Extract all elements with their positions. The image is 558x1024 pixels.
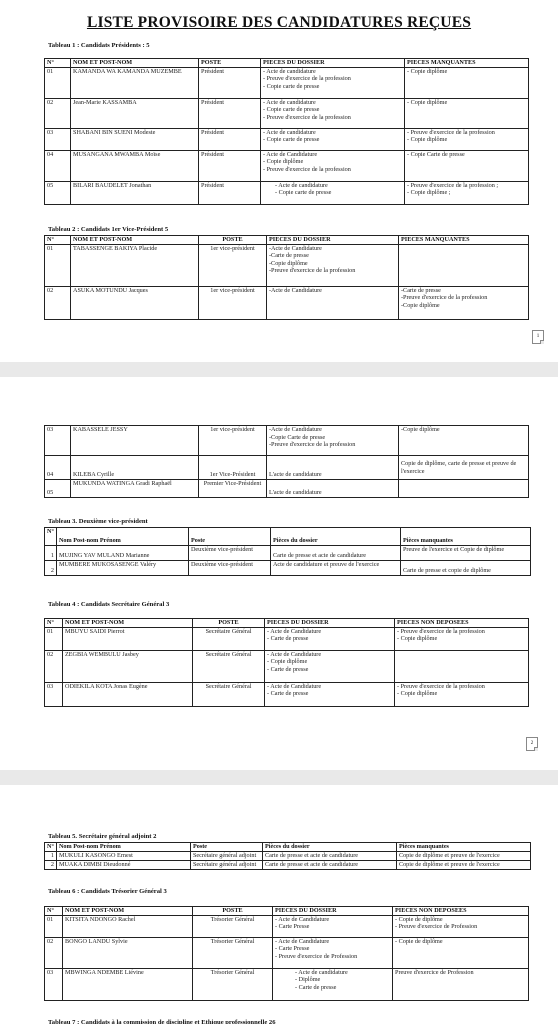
cell-number: 01	[45, 244, 71, 286]
cell-poste: Deuxième vice-président	[188, 546, 270, 561]
table-header-row	[45, 59, 529, 68]
table-3-caption: Tableau 3. Deuxième vice-président	[48, 518, 148, 525]
cell-poste: 1er Vice-Président	[199, 456, 267, 480]
cell-number: 02	[45, 98, 71, 128]
cell-dossier: - Acte de Candidature - Carte de presse	[265, 682, 395, 706]
cell-name: MBWINGA NDEMBE Liévine	[63, 968, 193, 1000]
cell-missing	[399, 480, 529, 498]
cell-number: 03	[45, 968, 63, 1000]
table-row	[45, 456, 529, 480]
cell-dossier: L'acte de candidature	[267, 456, 399, 480]
table-row	[45, 426, 529, 456]
col-header-name: NOM ET POST-NOM	[63, 619, 193, 628]
page-number-badge: 1	[532, 330, 544, 344]
col-header-missing: PIECES NON DEPOSEES	[393, 907, 529, 916]
col-header-name: Nom Post-nom Prénom	[56, 843, 190, 852]
col-header-missing: Pièces manquantes	[400, 528, 530, 546]
cell-dossier: - Acte de candidature - Copie carte de presse - Preuve d'exercice de la profession	[261, 98, 405, 128]
cell-missing: Copie de diplôme et preuve de l'exercice	[396, 851, 530, 860]
col-header-name: NOM ET POST-NOM	[71, 59, 199, 68]
table-3-second-vice-president	[44, 527, 531, 576]
cell-name: MUJING YAV MULAND Marianne	[56, 546, 188, 561]
page-number-badge: 2	[526, 737, 538, 751]
cell-poste: Président	[199, 98, 261, 128]
col-header-missing: PIECES MANQUANTES	[399, 236, 529, 245]
col-header-number: N°	[45, 619, 63, 628]
table-row	[45, 650, 529, 682]
cell-number: 05	[45, 181, 71, 204]
cell-poste: Secrétaire Général	[193, 627, 265, 650]
cell-missing: - Preuve d'exercice de la profession - Copie diplôme	[405, 128, 529, 150]
cell-name: BONGO LANDU Sylvie	[63, 937, 193, 968]
cell-missing	[395, 650, 529, 682]
cell-missing: Copie de diplôme et preuve de l'exercice	[396, 860, 530, 869]
document-page-2	[0, 377, 558, 770]
cell-name: MUSANGANA MWAMBA Moïse	[71, 150, 199, 181]
table-header-row	[45, 619, 529, 628]
col-header-poste: POSTE	[199, 59, 261, 68]
cell-number: 1	[45, 851, 57, 860]
table-row	[45, 244, 529, 286]
table-header-row	[45, 907, 529, 916]
cell-number: 2	[45, 561, 57, 576]
col-header-poste: Poste	[190, 843, 262, 852]
cell-dossier: - Acte de candidature - Preuve d'exercice de la profession - Copie carte de presse	[261, 67, 405, 98]
cell-poste: Secrétaire général adjoint	[190, 851, 262, 860]
cell-dossier: L'acte de candidature	[267, 480, 399, 498]
cell-dossier: -Acte de Candidature -Copie Carte de presse -Preuve d'exercice de la profession	[267, 426, 399, 456]
col-header-number: N°	[45, 236, 71, 245]
cell-name: ZEGBIA WEMBULU Jasbey	[63, 650, 193, 682]
cell-name: ASUKA MOTUNDU Jacques	[71, 286, 199, 319]
cell-missing: Preuve d'exercice de Profession	[393, 968, 529, 1000]
table-row	[45, 915, 529, 937]
table-row	[45, 286, 529, 319]
table-row	[45, 546, 531, 561]
cell-dossier: Carte de presse et acte de candidature	[262, 860, 396, 869]
table-row	[45, 150, 529, 181]
table-2-first-vice-president-part1	[44, 235, 529, 320]
col-header-poste: Poste	[188, 528, 270, 546]
cell-missing	[399, 244, 529, 286]
table-5-secretaire-general-adjoint	[44, 842, 531, 870]
cell-number: 01	[45, 67, 71, 98]
col-header-missing: PIECES NON DEPOSEES	[395, 619, 529, 628]
col-header-poste: POSTE	[193, 619, 265, 628]
cell-dossier: Carte de presse et acte de candidature	[270, 546, 400, 561]
cell-number: 01	[45, 627, 63, 650]
col-header-poste: POSTE	[199, 236, 267, 245]
cell-number: 04	[45, 150, 71, 181]
cell-dossier: Acte de candidature et preuve de l'exercice	[270, 561, 400, 576]
cell-missing: - Copie diplôme	[405, 98, 529, 128]
col-header-dossier: Pièces du dossier	[270, 528, 400, 546]
table-6-caption: Tableau 6 : Candidats Trésorier Général 3	[48, 888, 167, 895]
cell-number: 02	[45, 286, 71, 319]
cell-name: BILARI BAUDELET Jonathan	[71, 181, 199, 204]
col-header-name: NOM ET POST-NOM	[63, 907, 193, 916]
cell-dossier: -Acte de Candidature	[267, 286, 399, 319]
cell-missing: - Preuve d'exercice de la profession - Copie diplôme	[395, 627, 529, 650]
cell-dossier: - Acte de candidature - Copie carte de presse	[261, 181, 405, 204]
cell-number: 01	[45, 915, 63, 937]
col-header-dossier: PIECES DU DOSSIER	[261, 59, 405, 68]
cell-name: KILEBA Cyrille	[71, 456, 199, 480]
cell-missing: -Copie diplôme	[399, 426, 529, 456]
col-header-dossier: PIECES DU DOSSIER	[267, 236, 399, 245]
cell-missing: -Carte de presse -Preuve d'exercice de la profession -Copie diplôme	[399, 286, 529, 319]
cell-missing: - Copie Carte de presse	[405, 150, 529, 181]
cell-poste: Deuxième vice-président	[188, 561, 270, 576]
table-row	[45, 860, 531, 869]
cell-dossier: - Acte de Candidature - Carte Presse - Preuve d'exercice de Profession	[273, 937, 393, 968]
col-header-dossier: PIECES DU DOSSIER	[265, 619, 395, 628]
cell-number: 05	[45, 480, 71, 498]
col-header-dossier: PIECES DU DOSSIER	[273, 907, 393, 916]
table-4-secretaire-general	[44, 618, 529, 707]
cell-number: 1	[45, 546, 57, 561]
cell-number: 03	[45, 682, 63, 706]
table-row	[45, 968, 529, 1000]
table-4-caption: Tableau 4 : Candidats Secrétaire Général 3	[48, 601, 170, 608]
table-6-tresorier-general	[44, 906, 529, 1001]
cell-number: 03	[45, 128, 71, 150]
cell-poste: Secrétaire Général	[193, 650, 265, 682]
cell-name: MUKUNDA WATINGA Gradi Raphaël	[71, 480, 199, 498]
cell-dossier: - Acte de candidature - Diplôme - Carte de presse	[273, 968, 393, 1000]
table-2-caption: Tableau 2 : Candidats 1er Vice-Président 5	[48, 226, 169, 233]
cell-name: ODIEKILA KOTA Jonas Eugène	[63, 682, 193, 706]
document-title: LISTE PROVISOIRE DES CANDIDATURES REÇUES	[86, 14, 472, 31]
cell-name: MBUYU SAIDI Pierrot	[63, 627, 193, 650]
cell-dossier: - Acte de Candidature - Copie diplôme - Preuve d'exercice de la profession	[261, 150, 405, 181]
cell-poste: Trésorier Général	[193, 915, 273, 937]
cell-number: 02	[45, 650, 63, 682]
col-header-number: N°	[45, 843, 57, 852]
cell-name: Jean-Marie KASSAMBA	[71, 98, 199, 128]
cell-dossier: Carte de presse et acte de candidature	[262, 851, 396, 860]
col-header-dossier: Pièces du dossier	[262, 843, 396, 852]
table-row	[45, 937, 529, 968]
cell-poste: 1er vice-président	[199, 286, 267, 319]
col-header-number: N°	[45, 59, 71, 68]
cell-poste: Premier Vice-Président	[199, 480, 267, 498]
cell-poste: 1er vice-président	[199, 426, 267, 456]
cell-missing: - Copie de diplôme	[393, 937, 529, 968]
cell-number: 02	[45, 937, 63, 968]
cell-dossier: -Acte de Candidature -Carte de presse -Copie diplôme -Preuve d'exercice de la profession	[267, 244, 399, 286]
table-header-row	[45, 528, 531, 546]
cell-poste: Président	[199, 67, 261, 98]
col-header-poste: POSTE	[193, 907, 273, 916]
cell-poste: Trésorier Général	[193, 937, 273, 968]
col-header-number: N°	[45, 528, 57, 546]
table-2-first-vice-president-part2	[44, 425, 529, 498]
cell-poste: Président	[199, 150, 261, 181]
table-1-caption: Tableau 1 : Candidats Présidents : 5	[48, 42, 150, 49]
cell-name: KITSITA NDONGO Rachel	[63, 915, 193, 937]
cell-dossier: - Acte de Candidature - Carte Presse	[273, 915, 393, 937]
table-header-row	[45, 236, 529, 245]
cell-poste: 1er vice-président	[199, 244, 267, 286]
cell-name: KABASSELE JESSY	[71, 426, 199, 456]
cell-name: KAMANDA WA KAMANDA MUZEMBE	[71, 67, 199, 98]
col-header-name: Nom Post-nom Prénom	[56, 528, 188, 546]
cell-missing: - Preuve d'exercice de la profession - Copie diplôme	[395, 682, 529, 706]
cell-dossier: - Acte de candidature - Copie carte de presse	[261, 128, 405, 150]
document-page-3	[0, 785, 558, 1024]
col-header-missing: PIECES MANQUANTES	[405, 59, 529, 68]
table-1-presidents	[44, 58, 529, 205]
table-5-caption: Tableau 5. Secrétaire général adjoint 2	[48, 833, 157, 840]
table-7-caption: Tableau 7 : Candidats à la commission de discipline et Ethique professionnelle 26	[48, 1019, 276, 1024]
table-row	[45, 480, 529, 498]
cell-name: MUAKA DIMBI Dieudonné	[56, 860, 190, 869]
col-header-name: NOM ET POST-NOM	[71, 236, 199, 245]
document-page-1	[0, 0, 558, 362]
cell-name: MUMBERE MUKOSASENGE Valéry	[56, 561, 188, 576]
table-row	[45, 561, 531, 576]
table-header-row	[45, 843, 531, 852]
col-header-number: N°	[45, 907, 63, 916]
cell-poste: Secrétaire Général	[193, 682, 265, 706]
cell-name: TABASSENGE BAKIYA Placide	[71, 244, 199, 286]
cell-missing: Copie de diplôme, carte de presse et preuve de l'exercice	[399, 456, 529, 480]
cell-poste: Président	[199, 128, 261, 150]
cell-missing: - Preuve d'exercice de la profession ; - Copie diplôme ;	[405, 181, 529, 204]
cell-poste: Président	[199, 181, 261, 204]
col-header-missing: Pièces manquantes	[396, 843, 530, 852]
cell-name: MUKULI KASONGO Ernest	[56, 851, 190, 860]
table-row	[45, 682, 529, 706]
table-row	[45, 67, 529, 98]
cell-missing: - Copie diplôme	[405, 67, 529, 98]
cell-dossier: - Acte de Candidature - Copie diplôme - Carte de presse	[265, 650, 395, 682]
table-row	[45, 98, 529, 128]
cell-missing: Preuve de l'exercice et Copie de diplôme	[400, 546, 530, 561]
cell-name: SHABANI BIN SUENI Modeste	[71, 128, 199, 150]
cell-poste: Trésorier Général	[193, 968, 273, 1000]
table-row	[45, 851, 531, 860]
cell-missing: Carte de presse et copie de diplôme	[400, 561, 530, 576]
table-row	[45, 627, 529, 650]
cell-missing: - Copie de diplôme - Preuve d'exercice de Profession	[393, 915, 529, 937]
table-row	[45, 128, 529, 150]
cell-poste: Secrétaire général adjoint	[190, 860, 262, 869]
cell-number: 03	[45, 426, 71, 456]
cell-number: 04	[45, 456, 71, 480]
cell-dossier: - Acte de Candidature - Carte de presse	[265, 627, 395, 650]
table-row	[45, 181, 529, 204]
cell-number: 2	[45, 860, 57, 869]
